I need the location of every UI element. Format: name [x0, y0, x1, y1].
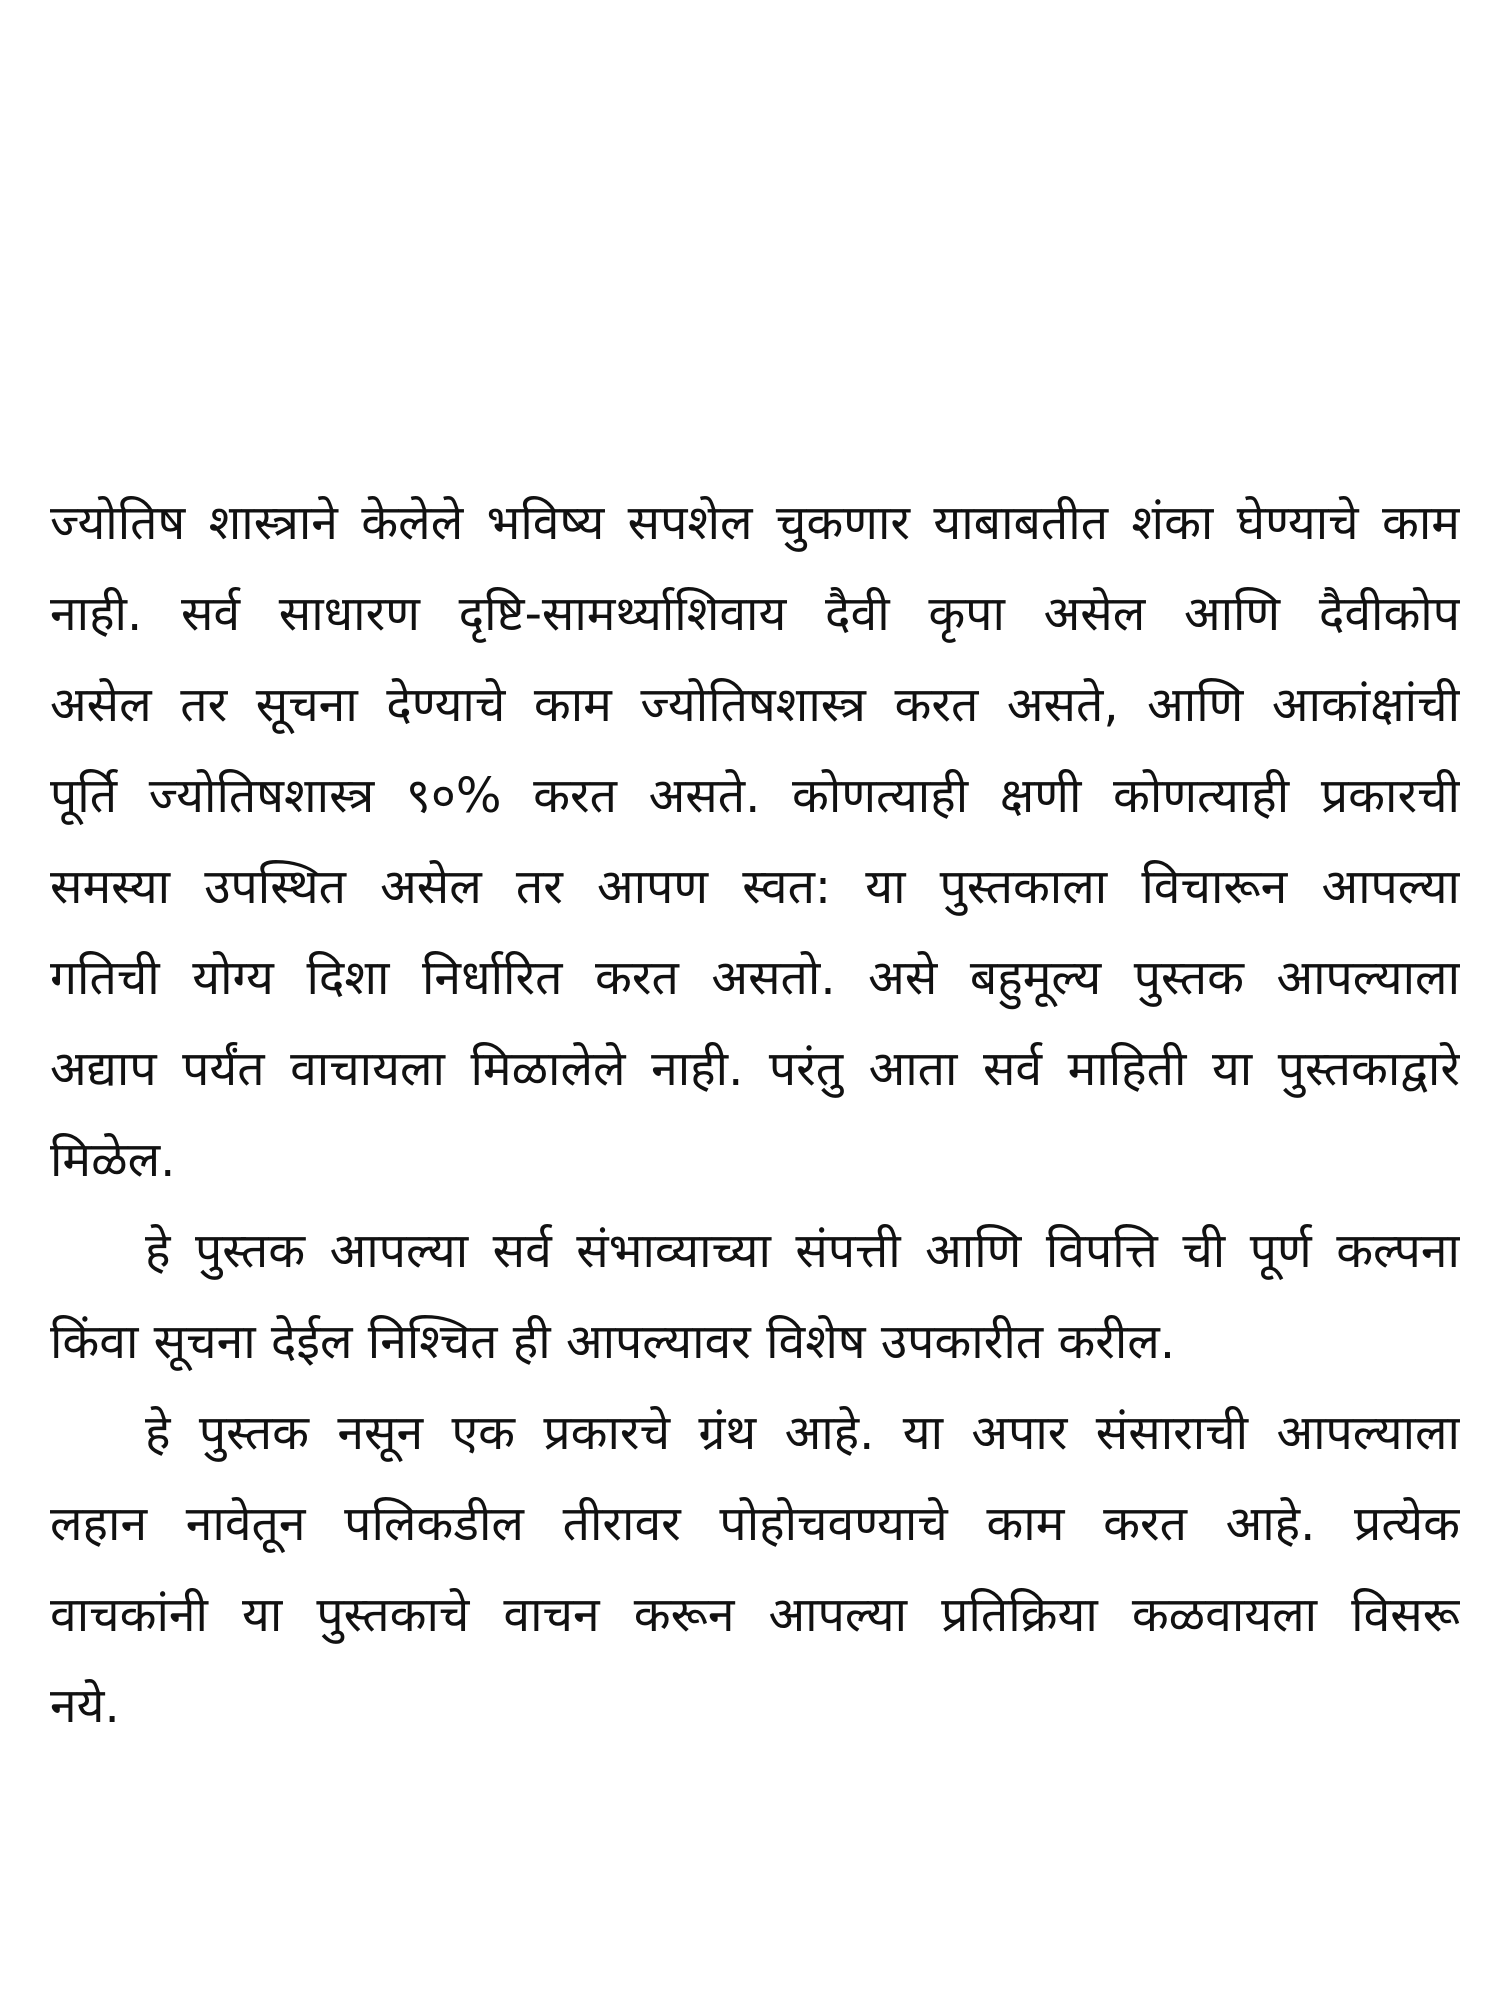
text-line: नये. — [50, 1678, 120, 1734]
text-line: मिळेल. — [50, 1132, 176, 1188]
text-line: अद्याप पर्यंत वाचायला मिळालेले नाही. परंतु आता सर्व माहिती या पुस्तकाद्वारे — [50, 1041, 1460, 1097]
text-line: समस्या उपस्थित असेल तर आपण स्वत: या पुस्तकाला विचारून आपल्या — [50, 859, 1460, 915]
paragraph-3 — [50, 1388, 1460, 1752]
text-line: लहान नावेतून पलिकडील तीरावर पोहोचवण्याचे काम करत आहे. प्रत्येक — [50, 1496, 1460, 1552]
text-line: हे पुस्तक आपल्या सर्व संभाव्याच्या संपत्ती आणि विपत्ति ची पूर्ण कल्पना — [145, 1223, 1460, 1279]
paragraph-1 — [50, 478, 1460, 1206]
text-line: गतिची योग्य दिशा निर्धारित करत असतो. असे बहुमूल्य पुस्तक आपल्याला — [50, 950, 1460, 1006]
text-line: ज्योतिष शास्त्राने केलेले भविष्य सपशेल चुकणार याबाबतीत शंका घेण्याचे काम — [50, 495, 1460, 551]
text-line: पूर्ति ज्योतिषशास्त्र ९०% करत असते. कोणत्याही क्षणी कोणत्याही प्रकारची — [50, 768, 1460, 824]
text-line: नाही. सर्व साधारण दृष्टि-सामर्थ्याशिवाय दैवी कृपा असेल आणि दैवीकोप — [50, 586, 1460, 642]
text-line: किंवा सूचना देईल निश्चित ही आपल्यावर विशेष उपकारीत करील. — [50, 1314, 1176, 1370]
text-line: हे पुस्तक नसून एक प्रकारचे ग्रंथ आहे. या अपार संसाराची आपल्याला — [145, 1405, 1460, 1461]
body-text — [50, 478, 1460, 1752]
paragraph-2 — [50, 1206, 1460, 1388]
text-line: वाचकांनी या पुस्तकाचे वाचन करून आपल्या प्रतिक्रिया कळवायला विसरू — [50, 1587, 1460, 1643]
text-line: असेल तर सूचना देण्याचे काम ज्योतिषशास्त्र करत असते, आणि आकांक्षांची — [50, 677, 1460, 733]
